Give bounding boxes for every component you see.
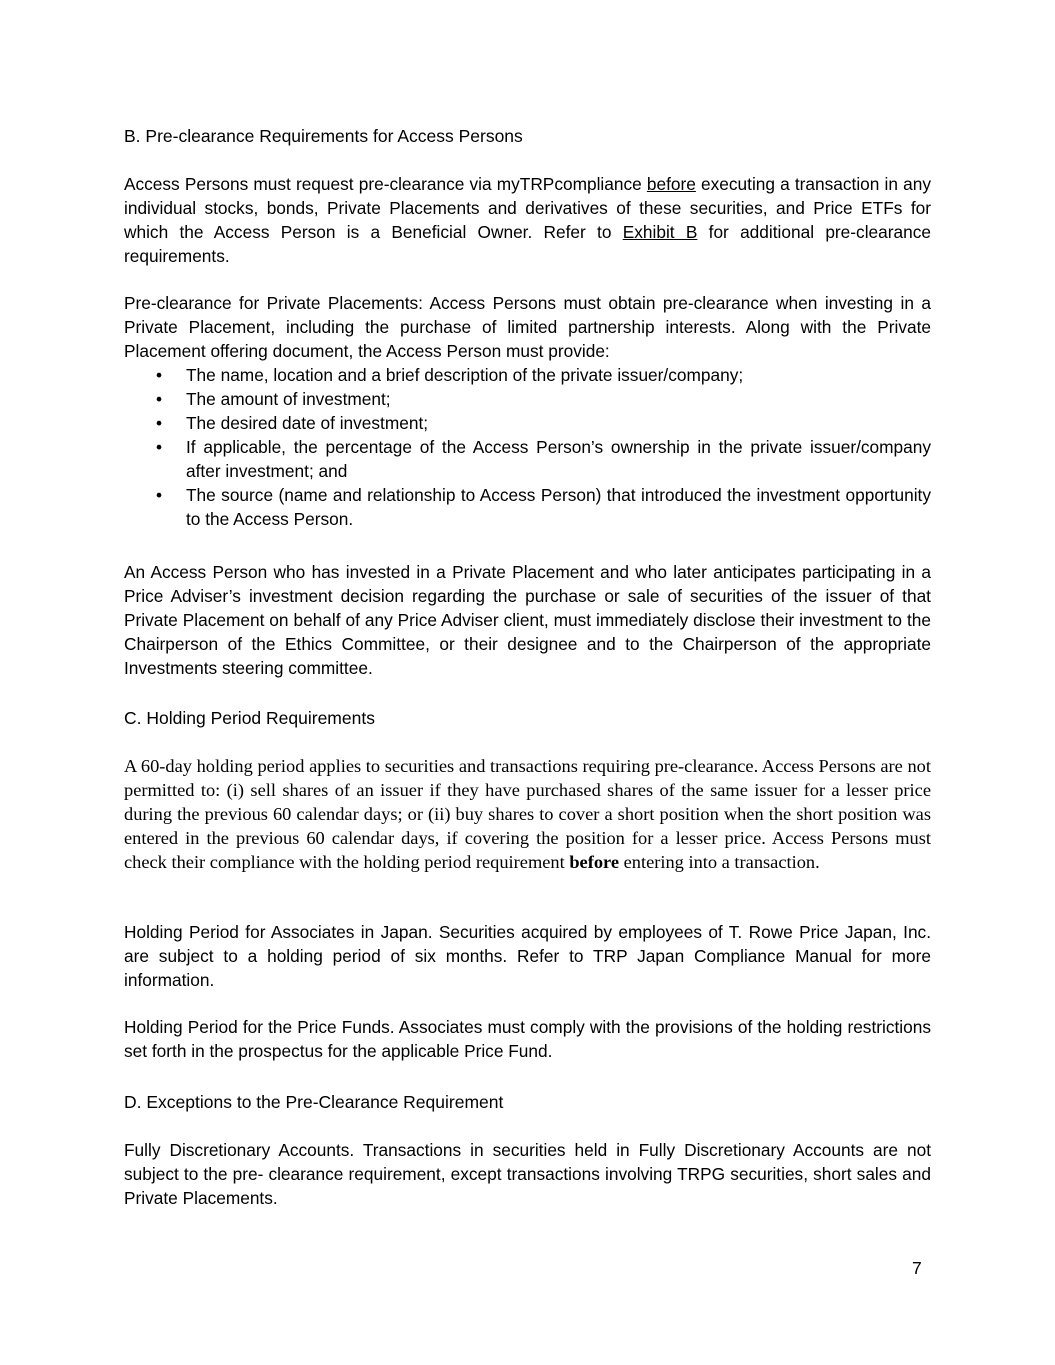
before-emphasis: before: [646, 174, 696, 194]
holding-period-paragraph: [124, 754, 931, 874]
text: executing a transaction in any individual stocks, bonds, Private Placements and derivatives of these securities, and Price ETFs for which the Access Person is a Beneficial Owner. Refer to: [124, 174, 931, 242]
price-funds-paragraph: Holding Period for the Price Funds. Associates must comply with the provisions of the holding restrictions set forth in the prospectus for the applicable Price Fund.: [124, 1017, 931, 1061]
text: entering into a transaction.: [619, 852, 820, 872]
list-item: • The source (name and relationship to Access Person) that introduced the investment opportunity to the Access Person.: [124, 483, 931, 531]
list-item: • The desired date of investment;: [124, 411, 931, 435]
disclosure-paragraph: An Access Person who has invested in a Private Placement and who later anticipates participating in a Price Adviser’s investment decision regarding the purchase or sale of securities of the issuer of that Private Placement on behalf of any Price Adviser client, must immediately disclose their investment to the Chairperson of the Ethics Committee, or their designee and to the Chairperson of the appropriate Investments steering committee.: [124, 562, 931, 678]
text: for additional pre-clearance requirements.: [124, 222, 931, 266]
text: A 60-day holding period applies to securities and transactions requiring pre-clearance. Access Persons are not permitted to: (i) sell shares of an issuer if they have purchased shares of the same issuer for a lesser price during the previous 60 calendar days; or (ii) buy shares to cover a short position when the short position was entered in the previous 60 calendar days, if covering the position for a lesser price. Access Persons must check their compliance with the holding period requirement: [124, 756, 931, 872]
before-bold: before: [569, 852, 620, 872]
list-item: • The name, location and a brief description of the private issuer/company;: [124, 363, 931, 387]
japan-holding-paragraph: Holding Period for Associates in Japan. Securities acquired by employees of T. Rowe Price Japan, Inc. are subject to a holding period of six months. Refer to TRP Japan Compliance Manual for more information.: [124, 922, 931, 990]
discretionary-accounts-paragraph: Fully Discretionary Accounts. Transactions in securities held in Fully Discretionary Accounts are not subject to the pre- clearance requirement, except transactions involving TRPG securities, short sales and Private Placements.: [124, 1140, 931, 1208]
page-number: 7: [912, 1258, 922, 1278]
section-b-heading: B. Pre-clearance Requirements for Access Persons: [124, 126, 523, 146]
list-item: • If applicable, the percentage of the Access Person’s ownership in the private issuer/company after investment; and: [124, 435, 931, 483]
list-item: • The amount of investment;: [124, 387, 931, 411]
requirements-list: [124, 363, 931, 531]
exhibit-b-link[interactable]: Exhibit B: [622, 222, 698, 242]
text: Access Persons must request pre-clearance via myTRPcompliance: [124, 174, 647, 194]
pre-clearance-paragraph: [124, 172, 931, 268]
private-placements-text: Pre-clearance for Private Placements: Access Persons must obtain pre-clearance when investing in a Private Placement, including the purchase of limited partnership interests. Along with the Private Placement offering document, the Access Person must provide:: [124, 293, 931, 361]
section-c-heading: C. Holding Period Requirements: [124, 708, 375, 728]
private-placements-paragraph: [124, 291, 931, 531]
section-d-heading: D. Exceptions to the Pre-Clearance Requirement: [124, 1092, 504, 1112]
